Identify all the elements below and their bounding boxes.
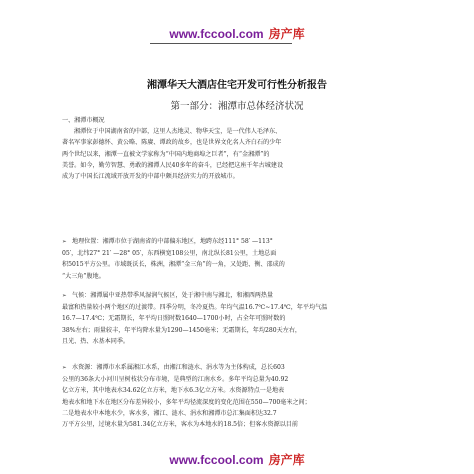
paragraph-line: “大三角”腹地。 — [62, 272, 105, 280]
header-brand — [0, 25, 474, 42]
paragraph-line: 成为了中国长江流域开放开发的中部中颇具经济实力的开放城市。 — [62, 173, 239, 181]
paragraph-line: 亿立方米，其中地表水34.62亿立方米，地下水6.3亿立方米。水资源特点一是地表 — [62, 387, 285, 395]
paragraph-line: 最富和热量较小两个地区的过渡带。四季分明，冬冷夏热。年均气温16.7℃~17.4℃，年平均气温 — [62, 304, 328, 312]
paragraph-line: 水资源：湘潭市水系属湘江水系，由湘江和涟水、涓水等为主体构成，总长603 — [72, 364, 285, 371]
paragraph-line: 地理位置：湘潭市位于湖南省的中部偏东地区，地跨东经111° 58′ —113° — [72, 238, 273, 245]
footer-brand-name: 房产库 — [268, 453, 305, 467]
section-overview — [62, 115, 424, 182]
bullet-arrow-icon: ➢ — [62, 293, 67, 299]
paragraph-line: 38%左右；雨量较丰，年平均降水量为1290—1450毫米；无霜期长，年均280天左右， — [62, 326, 302, 334]
paragraph-line: 著名军事家彭德怀、黄公略、陈赓、谭政的故乡，也是世界文化名人齐白石的少年 — [62, 139, 282, 147]
paragraph-line: 积5015平方公里。市域既沃长，株洲，湘潭“金三角”的一角，又处距、衡、邵成的 — [62, 261, 285, 269]
section-heading: 一、湘潭市概况 — [62, 117, 105, 124]
paragraph-line: 美誉。如今，勤劳智慧、勇敢的湘潭人民40多年的奋斗，已经把这座千年古城建设 — [62, 161, 284, 169]
part-title: 第一部分：湘潭市总体经济状况 — [170, 101, 304, 112]
bullet-arrow-icon: ➢ — [62, 365, 67, 371]
paragraph-line: 气候：湘潭属中亚热带季风湿润气候区，处于湘中南与湘北，和湘西两热量 — [72, 292, 274, 299]
footer-brand — [0, 451, 474, 468]
paragraph-line: 公里的36条大小河川呈树枝状分布市境，是典型的江南水乡。多年平均总量为40.92 — [62, 376, 289, 384]
paragraph-line: 16.7—17.4℃；无霜期长，年平均日照时数1640—1700小时，占全年可照时数的 — [62, 315, 286, 323]
header-site-link[interactable]: www.fccool.com — [169, 27, 264, 41]
paragraph-line: 地表水和地下水在地区分布差异较小，多年平均径流深度的变化范围在550—700毫米之间； — [62, 398, 311, 406]
paragraph-line: 万平方公里，过境水量为581.34亿立方米，客水为本地水的18.5倍；但客水资源以目前 — [62, 421, 298, 429]
paragraph-line: 二是地表水中本地水少，客水多，湘江、涟水、涓水和湘潭市总汇集面积达32.7 — [62, 409, 277, 417]
paragraph-line: 且光、热、水基本同季。 — [62, 337, 130, 345]
section-water — [62, 362, 424, 430]
header-brand-name: 房产库 — [268, 27, 305, 41]
section-location — [62, 236, 424, 282]
document-title: 湘潭华天大酒店住宅开发可行性分析报告 — [147, 80, 327, 91]
section-climate — [62, 290, 424, 347]
paragraph-line: 05′，北纬27° 21′ —28° 05′，东西横宽108公里，南北纵长81公里，土地总面 — [62, 250, 277, 258]
paragraph-line: 湘潭位于中国湖南省的中部，这里人杰地灵、物华天宝，是一代伟人毛泽东、 — [74, 128, 282, 136]
bullet-arrow-icon: ➢ — [62, 239, 67, 245]
paragraph-line: 两个世纪以来，湘潭一直被文学家称为“中国内地商埠之巨者”，有“金湘潭”的 — [62, 150, 270, 158]
footer-site-link[interactable]: www.fccool.com — [169, 453, 264, 467]
header-divider — [150, 43, 292, 44]
